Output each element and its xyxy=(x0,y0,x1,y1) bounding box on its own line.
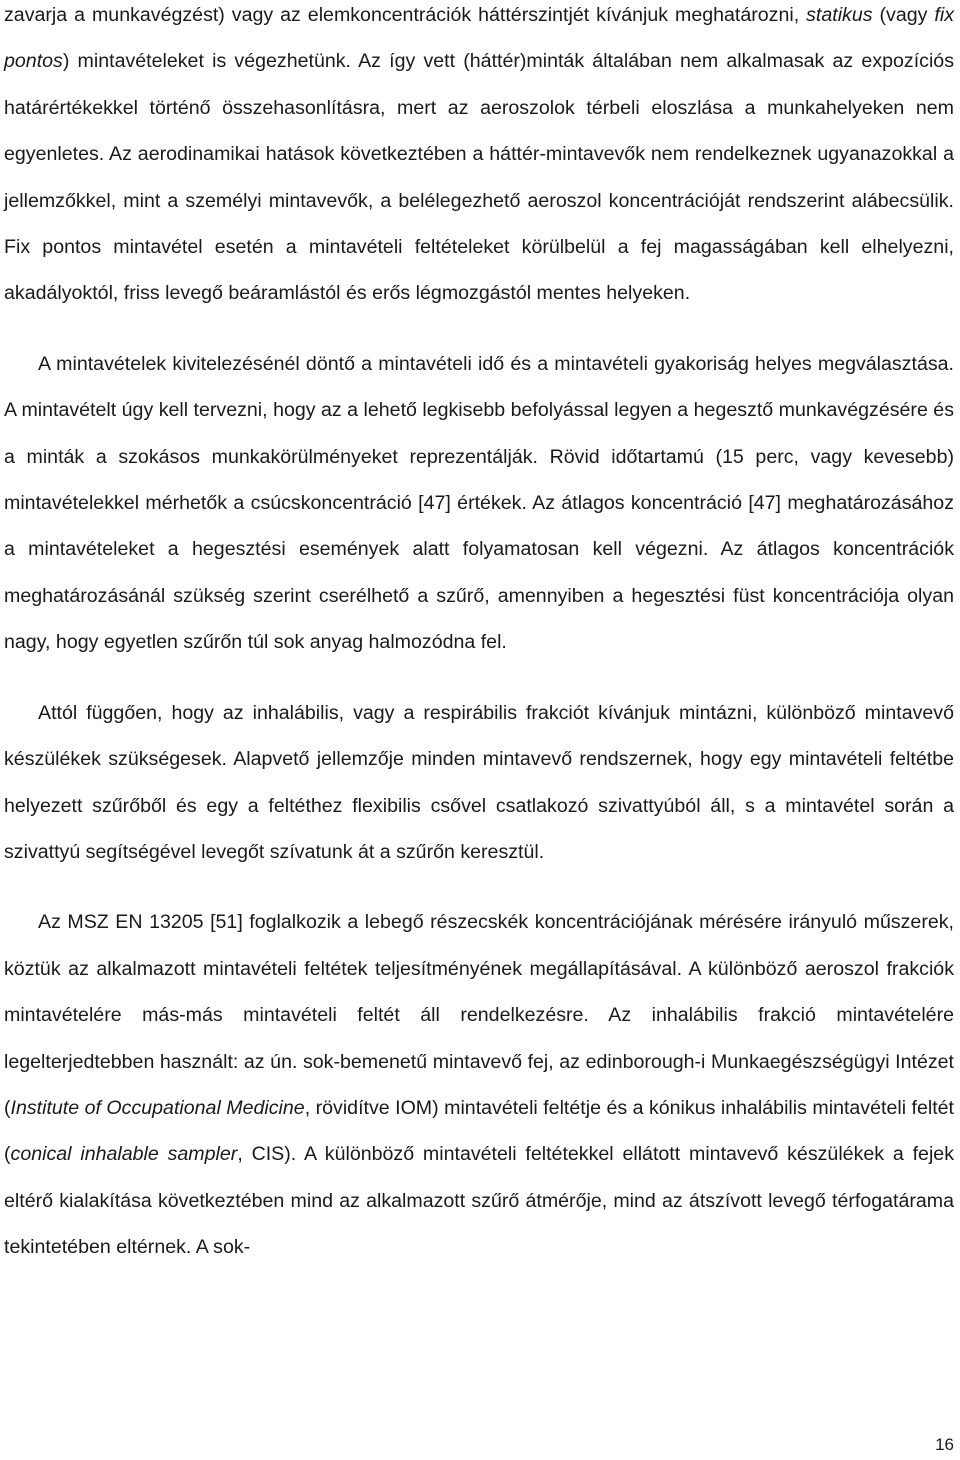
page-number: 16 xyxy=(935,1435,954,1454)
text-run: zavarja a munkavégzést) vagy az elemkoncentrációk háttérszintjét kívánjuk meghatározni, xyxy=(4,4,807,26)
text-run: (vagy xyxy=(872,4,935,26)
paragraph-2 xyxy=(4,341,954,666)
document-page xyxy=(4,0,954,1271)
paragraph-1 xyxy=(4,0,954,317)
text-run: ) mintavételeket is végezhetünk. Az így vett (háttér)minták általában nem alkalmasak az expozíciós határértékekkel történő összehasonlításra, mert az aeroszolok térbeli eloszlása a munkahelyeken nem egyenletes. Az aerodinamikai hatások következtében a háttér-mintavevők nem rendelkeznek ugyanazokkal a jellemzőkkel, mint a személyi mintavevők, a belélegezhető aeroszol koncentrációját rendszerint alábecsülik. Fix pontos mintavétel esetén a mintavételi feltételeket körülbelül a fej magasságában kell elhelyezni, akadályoktól, friss levegő beáramlástól és erős légmozgástól mentes helyeken. xyxy=(4,50,954,305)
text-run: , CIS). A különböző mintavételi feltétekkel ellátott mintavevő készülékek a fejek eltérő kialakítása következtében mind az alkalmazott szűrő átmérője, mind az átszívott levegő térfogatárama tekintetében eltérnek. A sok- xyxy=(4,1143,954,1259)
text-run: Az MSZ EN 13205 [51] foglalkozik a lebegő részecskék koncentrációjának mérésére irányuló műszerek, köztük az alkalmazott mintavételi feltétek teljesítményének megállapításával. A különböző aeroszol frakciók mintavételére más-más mintavételi feltét áll rendelkezésre. Az inhalábilis frakció mintavételére legelterjedtebben használt: az ún. sok-bemenetű mintavevő fej, az edinborough-i Munkaegészségügyi Intézet ( xyxy=(4,911,954,1119)
italic-term: fix pontos xyxy=(4,4,954,73)
italic-term: Institute of Occupational Medicine xyxy=(10,1096,305,1119)
text-run: A mintavételek kivitelezésénél döntő a mintavételi idő és a mintavételi gyakoriság helyes megválasztása. A mintavételt úgy kell tervezni, hogy az a lehető legkisebb befolyással legyen a hegesztő munkavégzésére és a minták a szokásos munkakörülményeket reprezentálják. Rövid időtartamú (15 perc, vagy kevesebb) mintavételekkel mérhetők a csúcskoncentráció [47] értékek. Az átlagos koncentráció [47] meghatározásához a mintavételeket a hegesztési események alatt folyamatosan kell végezni. Az átlagos koncentrációk meghatározásánál szükség szerint cserélhető a szűrő, amennyiben a hegesztési füst koncentrációja olyan nagy, hogy egyetlen szűrőn túl sok anyag halmozódna fel. xyxy=(4,352,954,654)
text-run: Attól függően, hogy az inhalábilis, vagy a respirábilis frakciót kívánjuk mintázni, különböző mintavevő készülékek szükségesek. Alapvető jellemzője minden mintavevő rendszernek, hogy egy mintavételi feltétbe helyezett szűrőből és egy a feltéthez flexibilis csővel csatlakozó szivattyúból áll, s a mintavétel során a szivattyú segítségével levegőt szívatunk át a szűrőn keresztül. xyxy=(4,701,954,863)
italic-term: statikus xyxy=(806,4,873,26)
paragraph-3 xyxy=(4,690,954,876)
paragraph-4 xyxy=(4,899,954,1270)
italic-term: conical inhalable sampler xyxy=(10,1143,238,1166)
text-run: , rövidítve IOM) mintavételi feltétje és a kónikus inhalábilis mintavételi feltét ( xyxy=(4,1096,954,1166)
